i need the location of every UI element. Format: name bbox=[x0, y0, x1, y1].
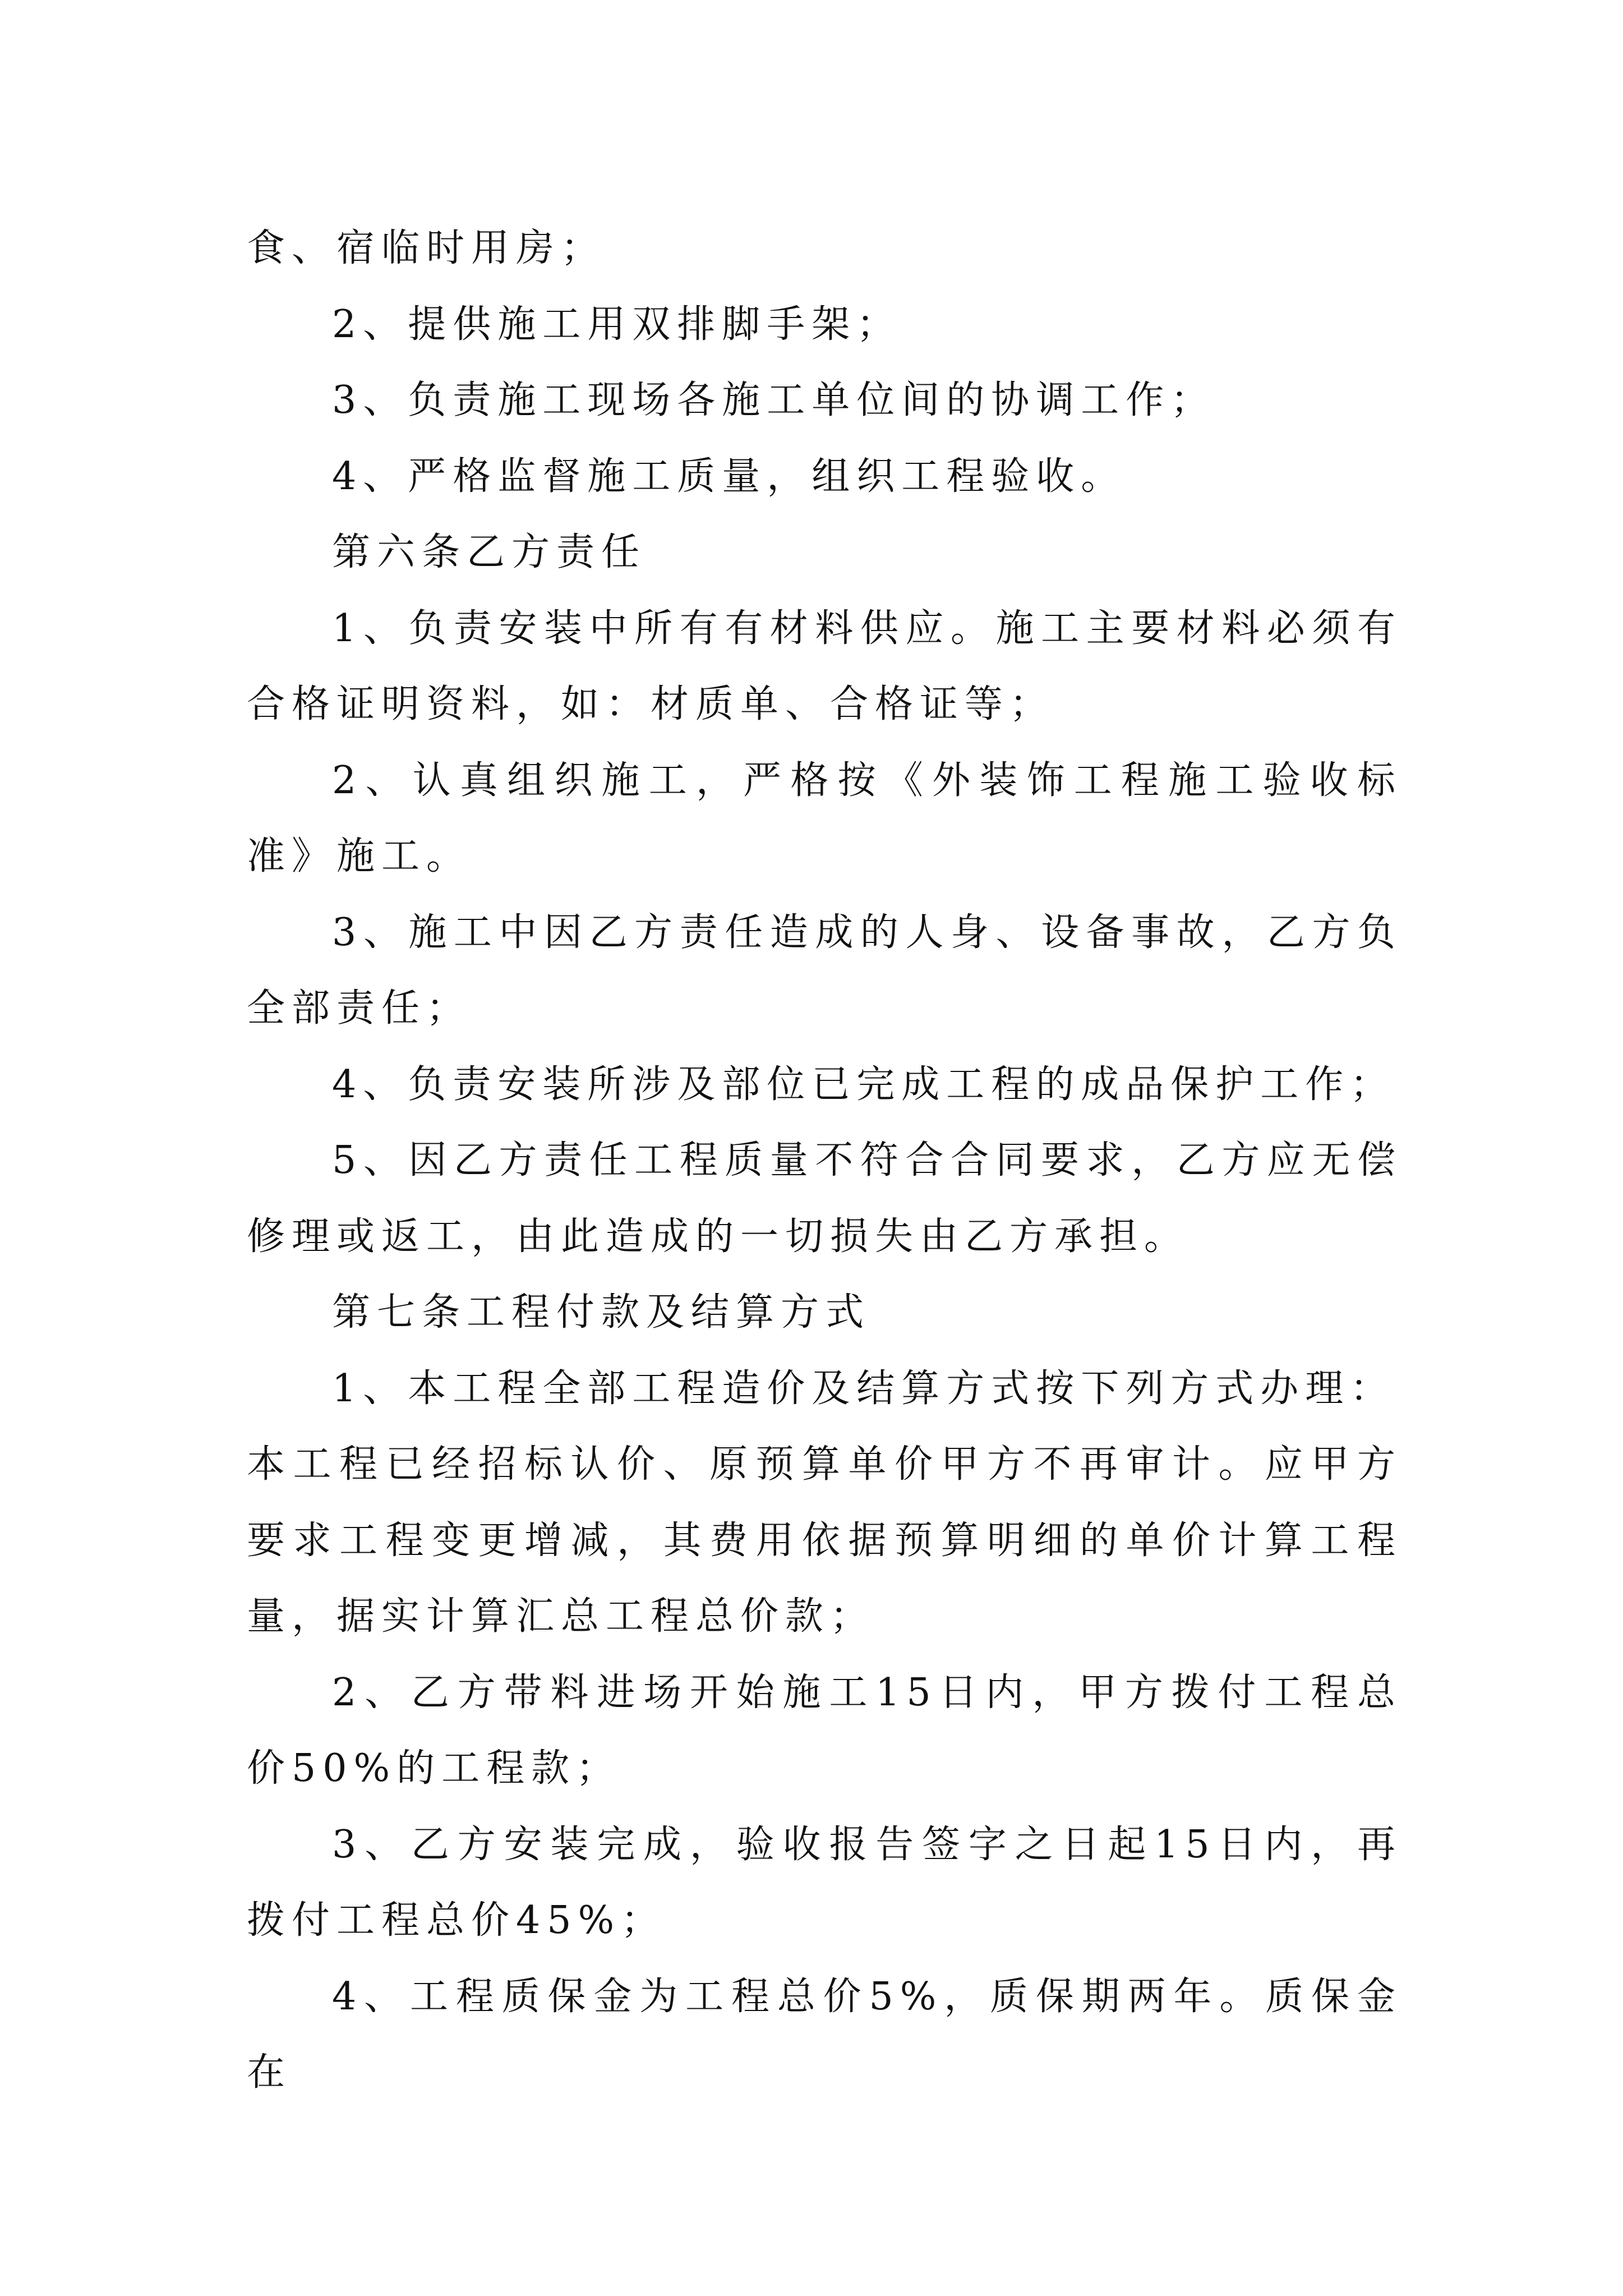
paragraph: 4、负责安装所涉及部位已完成工程的成品保护工作； bbox=[332, 1062, 1395, 1107]
paragraph: 5、因乙方责任工程质量不符合合同要求，乙方应无偿修理或返工，由此造成的一切损失由乙方承担。 bbox=[247, 1138, 1402, 1259]
paragraph: 4、工程质保金为工程总价5%，质保期两年。质保金在 bbox=[247, 1974, 1402, 2095]
paragraph: 1、本工程全部工程造价及结算方式按下列方式办理： bbox=[332, 1366, 1395, 1411]
paragraph: 2、提供施工用双排脚手架； bbox=[332, 302, 902, 347]
paragraph: 本工程已经招标认价、原预算单价甲方不再审计。应甲方要求工程变更增减，其费用依据预算明细的单价计算工程量，据实计算汇总工程总价款； bbox=[247, 1442, 1402, 1639]
paragraph: 3、乙方安装完成，验收报告签字之日起15日内，再拨付工程总价45%； bbox=[247, 1822, 1402, 1943]
paragraph: 2、乙方带料进场开始施工15日内，甲方拨付工程总价50%的工程款； bbox=[247, 1670, 1402, 1791]
section-heading: 第七条工程付款及结算方式 bbox=[332, 1290, 871, 1335]
paragraph: 食、宿临时用房； bbox=[247, 226, 606, 270]
paragraph: 2、认真组织施工，严格按《外装饰工程施工验收标准》施工。 bbox=[247, 758, 1402, 878]
paragraph: 3、负责施工现场各施工单位间的协调工作； bbox=[332, 378, 1216, 422]
paragraph: 1、负责安装中所有有材料供应。施工主要材料必须有合格证明资料，如：材质单、合格证等； bbox=[247, 606, 1402, 726]
paragraph: 3、施工中因乙方责任造成的人身、设备事故，乙方负全部责任； bbox=[247, 910, 1402, 1030]
section-heading: 第六条乙方责任 bbox=[332, 530, 647, 574]
paragraph: 4、严格监督施工质量，组织工程验收。 bbox=[332, 454, 1126, 499]
document-body bbox=[247, 210, 1402, 2111]
